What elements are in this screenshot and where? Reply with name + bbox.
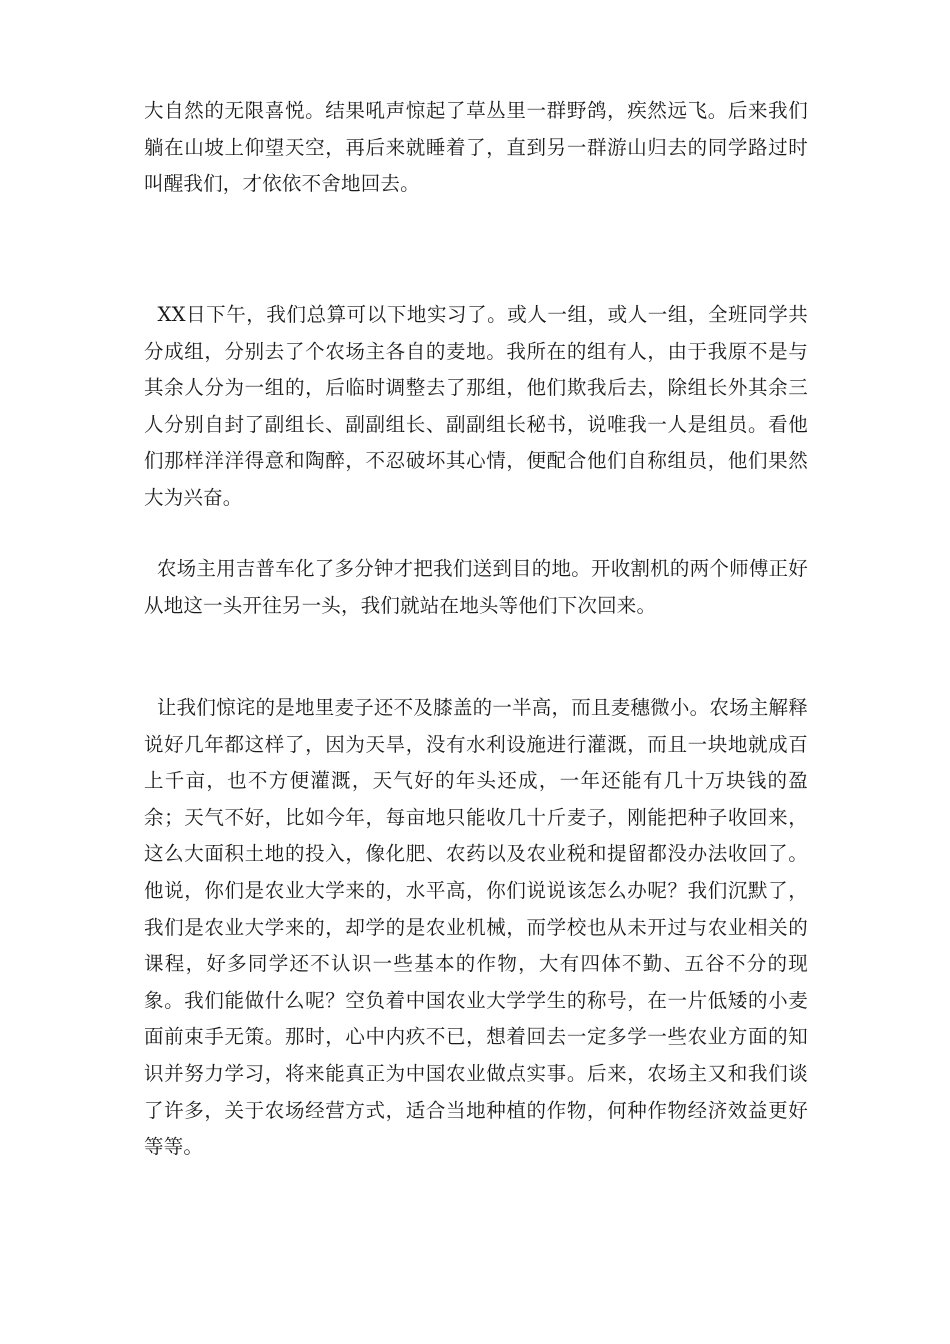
paragraph-2: XX日下午，我们总算可以下地实习了。或人一组，或人一组，全班同学共分成组，分别去了个农场主各自的麦地。我所在的组有人，由于我原不是与其余人分为一组的，后临时调整去了那组，他们欺我后去，除组长外其余三人分别自封了副组长、副副组长、副副组长秘书，说唯我一人是组员。看他们那样洋洋得意和陶醉，不忍破坏其心情，便配合他们自称组员，他们果然大为兴奋。 bbox=[144, 303, 808, 509]
paragraph-3: 农场主用吉普车化了多分钟才把我们送到目的地。开收割机的两个师傅正好从地这一头开往另一头，我们就站在地头等他们下次回来。 bbox=[144, 557, 808, 617]
paragraph-1: 大自然的无限喜悦。结果吼声惊起了草丛里一群野鸽，疾然远飞。后来我们躺在山坡上仰望天空，再后来就睡着了，直到另一群游山归去的同学路过时叫醒我们，才依依不舍地回去。 bbox=[144, 99, 808, 196]
paragraph-4: 让我们惊诧的是地里麦子还不及膝盖的一半高，而且麦穗微小。农场主解释说好几年都这样了，因为天旱，没有水利设施进行灌溉，而且一块地就成百上千亩，也不方便灌溉，天气好的年头还成，一年还能有几十万块钱的盈余；天气不好，比如今年，每亩地只能收几十斤麦子，刚能把种子收回来，这么大面积土地的投入，像化肥、农药以及农业税和提留都没办法收回了。他说，你们是农业大学来的，水平高，你们说说该怎么办呢？我们沉默了，我们是农业大学来的，却学的是农业机械，而学校也从未开过与农业相关的课程，好多同学还不认识一些基本的作物，大有四体不勤、五谷不分的现象。我们能做什么呢？空负着中国农业大学学生的称号，在一片低矮的小麦面前束手无策。那时，心中内疚不已，想着回去一定多学一些农业方面的知识并努力学习，将来能真正为中国农业做点实事。后来，农场主又和我们谈了许多，关于农场经营方式，适合当地种植的作物，何种作物经济效益更好等等。 bbox=[144, 696, 808, 1159]
